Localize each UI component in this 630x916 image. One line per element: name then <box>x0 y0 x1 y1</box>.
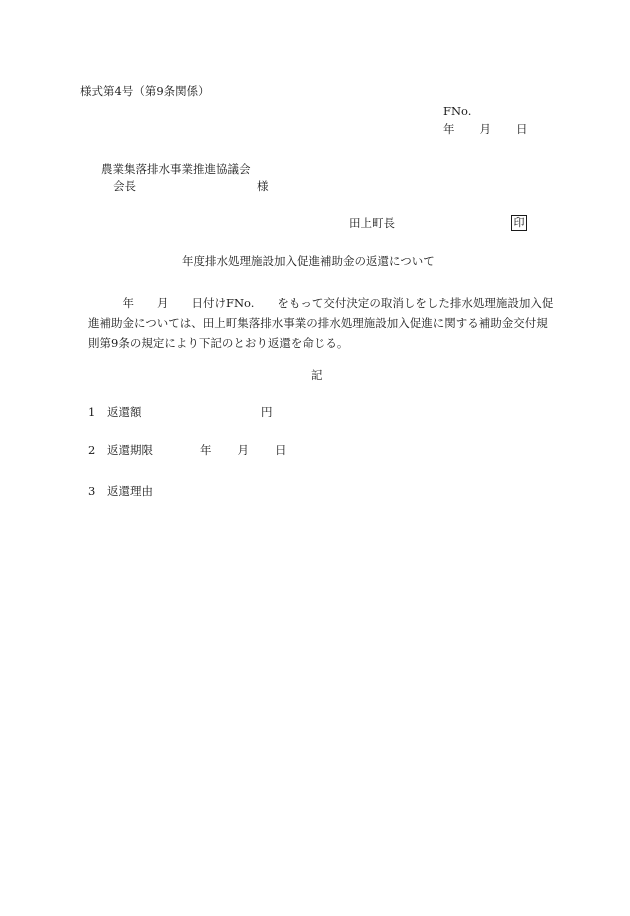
document-date-day: 日 <box>516 122 528 136</box>
form-number: 様式第4号（第9条関係） <box>80 84 210 98</box>
deadline-year: 年 <box>200 443 212 457</box>
item-label: 返還期限 <box>107 443 153 457</box>
addressee-honorific: 様 <box>257 179 269 193</box>
item-number: 3 <box>88 484 96 498</box>
item-number: 2 <box>88 443 96 457</box>
addressee-title: 会長 <box>113 179 136 193</box>
document-subject: 年度排水処理施設加入促進補助金の返還について <box>182 254 435 268</box>
document-number-label: FNo. <box>443 104 472 118</box>
deadline-day: 日 <box>275 443 287 457</box>
item-label: 返還額 <box>107 405 142 419</box>
document-date-year: 年 <box>443 122 455 136</box>
sender-name: 田上町長 <box>349 216 395 230</box>
item-label: 返還理由 <box>107 484 153 498</box>
deadline-month: 月 <box>237 443 249 457</box>
addressee-organization: 農業集落排水事業推進協議会 <box>101 162 251 176</box>
ki-heading: 記 <box>311 368 323 382</box>
item-value-unit: 円 <box>261 405 273 419</box>
document-date <box>443 124 528 136</box>
item-deadline-date <box>200 445 287 457</box>
seal-mark: 印 <box>511 215 527 231</box>
item-number: 1 <box>88 405 96 419</box>
document-date-month: 月 <box>479 122 491 136</box>
body-paragraph: 年 月 日付けFNo. をもって交付決定の取消しをした排水処理施設加入促進補助金については、田上町集落排水事業の排水処理施設加入促進に関する補助金交付規則第9条の規定により下記のとおり返還を命じる。 <box>88 296 554 350</box>
